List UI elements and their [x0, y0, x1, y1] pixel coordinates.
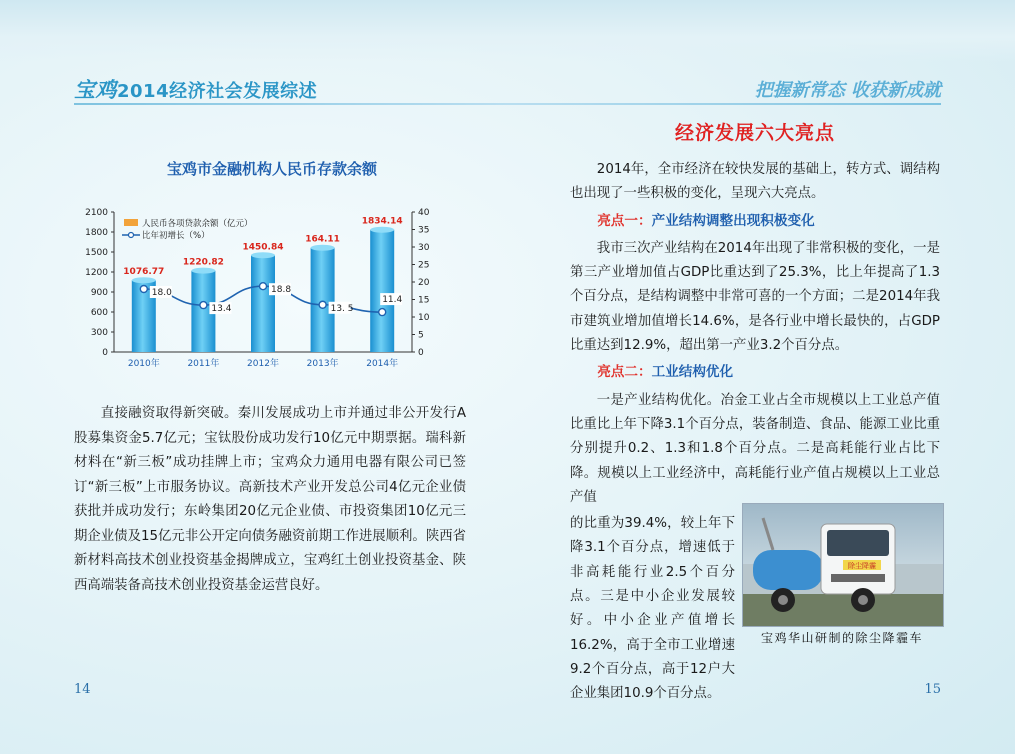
bar-top-3: [311, 245, 335, 251]
highlight-two-text: 工业结构优化: [651, 364, 734, 381]
growth-point-0: [140, 286, 147, 293]
growth-label-4: 11.4: [382, 295, 403, 306]
bar-label-4: 1834.14: [361, 216, 403, 227]
legend-line-label: 比年初增长（%）: [142, 231, 210, 241]
y-left-tick-label: 300: [90, 328, 108, 338]
truck-photo: [742, 503, 944, 627]
section-title: 经济发展六大亮点: [674, 122, 835, 144]
bar-2: [251, 255, 275, 352]
bar-top-2: [251, 252, 275, 258]
y-right-tick-label: 25: [418, 260, 430, 271]
bar-label-3: 164.11: [305, 234, 340, 245]
chart-title: 宝鸡市金融机构人民币存款余额: [166, 160, 377, 178]
brand-logo-text: 宝鸡: [74, 77, 117, 102]
growth-point-4: [379, 309, 386, 316]
legend-bar-label: 人民币各项贷款余额（亿元）: [142, 219, 253, 229]
left-paragraph: 直接融资取得新突破。秦川发展成功上市并通过非公开发行A股募集资金5.7亿元；宝钛股份成功发行10亿元中期票据。瑞科新材料在“新三板”成功挂牌上市；宝鸡众力通用电器有限公司已签订“新三板”上市服务协议。高新技术产业开发总公司4亿元企业债获批并成功发行；东岭集团20亿元企业债、市投资集团10亿元三期企业债及15亿元非公开定向债务融资前期工作进展顺利。陕西省新材料高技术创业投资基金揭牌成立，宝鸡红土创业投资基金、陕西高端装备高技术创业投资基金运营良好。: [74, 406, 466, 593]
bar-label-0: 1076.77: [123, 267, 165, 278]
growth-label-0: 18.0: [151, 288, 172, 298]
y-left-tick-label: 1200: [85, 268, 108, 278]
x-tick-label-1: 2011年: [187, 359, 220, 369]
x-tick-label-4: 2014年: [366, 359, 399, 369]
left-column: [74, 402, 466, 598]
y-left-tick-label: 900: [90, 288, 108, 298]
y-left-tick-label: 0: [102, 348, 108, 358]
highlight-one-text: 产业结构调整出现积极变化: [651, 212, 815, 229]
x-tick-label-3: 2013年: [306, 359, 339, 369]
y-left-tick-label: 1800: [85, 228, 108, 238]
header-divider: [74, 103, 941, 105]
intro-paragraph: 2014年，全市经济在较快发展的基础上，转方式、调结构也出现了一些积极的变化，呈现六大亮点。: [570, 162, 940, 202]
bar-4: [370, 230, 394, 352]
x-tick-label-0: 2010年: [127, 359, 160, 369]
y-right-tick-label: 30: [418, 243, 430, 253]
header-title-text: 2014经济社会发展综述: [117, 81, 318, 102]
y-left-tick-label: 1500: [85, 248, 108, 258]
highlight-one-paragraph: 我市三次产业结构在2014年出现了非常积极的变化，一是第三产业增加值占GDP比重达到了25.3%，比上年提高了1.3个百分点，是结构调整中非常可喜的一个方面；二是2014年我市建筑业增加值增长14.6%，是各行业中增长最快的，占GDP比重达到12.9%，超出第一产业3.2个百分点。: [570, 240, 940, 354]
growth-point-3: [319, 301, 326, 308]
deposit-chart: [80, 200, 450, 380]
photo-caption: 宝鸡华山研制的除尘降霾车: [760, 631, 923, 645]
highlight-two-wrap-paragraph: 的比重为39.4%，较上年下降3.1个百分点，增速低于非高耗能行业2.5个百分点。三是中小企业发展较好。中小企业产值增长16.2%，高于全市工业增速9.2个百分点，高于12户大企业集团10.9个百分点。: [570, 516, 735, 702]
legend-line-marker: [129, 233, 134, 238]
highlight-one-heading: [570, 209, 940, 233]
legend-bar-swatch: [124, 219, 138, 226]
growth-label-3: 13. 5: [330, 303, 354, 314]
y-right-tick-label: 40: [418, 208, 430, 218]
header-right-slogan: 把握新常态 收获新成就: [754, 80, 941, 101]
bar-top-1: [191, 268, 215, 274]
y-right-tick-label: 35: [418, 225, 430, 236]
header-left-title: [74, 74, 317, 104]
x-tick-label-2: 2012年: [247, 359, 279, 369]
highlight-two-heading: [570, 360, 940, 384]
page-number-right: 15: [924, 682, 941, 697]
header-band: [0, 0, 1015, 62]
truck-illustration: [743, 504, 943, 626]
y-right-tick-label: 10: [418, 313, 430, 323]
y-left-tick-label: 600: [90, 308, 108, 318]
y-left-tick-label: 2100: [85, 208, 108, 218]
growth-point-1: [200, 302, 207, 309]
growth-point-2: [260, 283, 267, 290]
truck-sign-text: 除尘降霾: [848, 562, 876, 570]
bar-label-2: 1450.84: [242, 242, 284, 253]
highlight-two-prefix: 亮点二：: [597, 364, 652, 381]
growth-label-2: 18.8: [271, 285, 292, 296]
highlight-two-paragraph: 一是产业结构优化。冶金工业占全市规模以上工业总产值比重比上年下降3.1个百分点，装备制造、食品、能源工业比重分别提升0.2、1.3和1.8个百分点。二是高耗能行业占比下降。规模以上工业经济中，高耗能行业产值占规模以上工业总产值: [570, 392, 940, 505]
y-right-tick-label: 15: [418, 295, 430, 306]
highlight-one-prefix: 亮点一：: [597, 212, 652, 229]
bar-label-1: 1220.82: [182, 257, 224, 268]
y-right-tick-label: 5: [418, 330, 424, 341]
page-number-left: 14: [74, 682, 91, 697]
bar-top-4: [370, 227, 394, 233]
y-right-tick-label: 20: [418, 278, 430, 288]
growth-label-1: 13.4: [211, 304, 232, 315]
bar-3: [311, 248, 335, 352]
y-right-tick-label: 0: [418, 348, 424, 358]
bar-top-0: [132, 277, 156, 283]
